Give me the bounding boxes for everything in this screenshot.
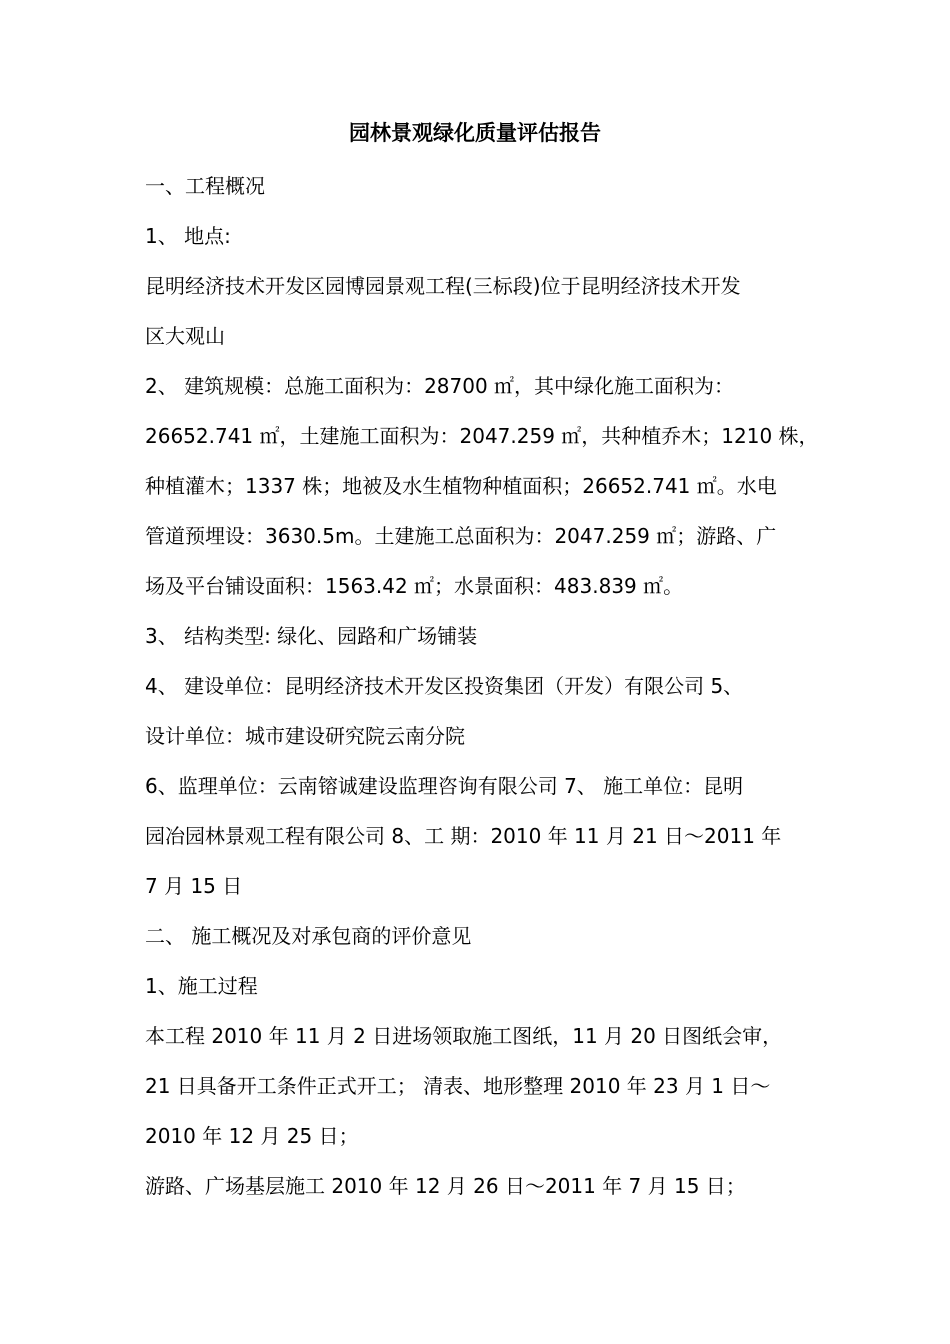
contractor-period-line: 园冶园林景观工程有限公司 8、工 期：2010 年 11 月 21 日～2011 年 [145, 824, 782, 848]
section-heading-project-overview: 一、工程概况 [145, 174, 265, 198]
process-text-line: 本工程 2010 年 11 月 2 日进场领取施工图纸，11 月 20 日图纸会审， [145, 1024, 783, 1048]
scale-text-line: 种植灌木；1337 株；地被及水生植物种植面积；26652.741 ㎡。水电 [145, 474, 777, 498]
scale-text-line: 26652.741 ㎡，土建施工面积为：2047.259 ㎡，共种植乔木；1210 株， [145, 424, 819, 448]
owner-unit-line: 4、 建设单位：昆明经济技术开发区投资集团（开发）有限公司 5、 [145, 674, 744, 698]
location-text-line: 区大观山 [145, 324, 225, 348]
item-location-label: 1、 地点: [145, 224, 231, 248]
process-text-line: 游路、广场基层施工 2010 年 12 月 26 日～2011 年 7 月 15 日； [145, 1174, 746, 1198]
scale-text-line: 场及平台铺设面积：1563.42 ㎡；水景面积：483.839 ㎡。 [145, 574, 684, 598]
document-title: 园林景观绿化质量评估报告 [349, 121, 601, 145]
supervision-unit-line: 6、监理单位：云南镕诚建设监理咨询有限公司 7、 施工单位：昆明 [145, 774, 744, 798]
scale-text-line: 管道预埋设：3630.5m。土建施工总面积为：2047.259 ㎡；游路、广 [145, 524, 777, 548]
design-unit-line: 设计单位：城市建设研究院云南分院 [145, 724, 465, 748]
structure-type-line: 3、 结构类型: 绿化、园路和广场铺装 [145, 624, 478, 648]
process-text-line: 2010 年 12 月 25 日； [145, 1124, 359, 1148]
section-heading-construction: 二、 施工概况及对承包商的评价意见 [145, 924, 472, 948]
item-construction-process-label: 1、施工过程 [145, 974, 258, 998]
process-text-line: 21 日具备开工条件正式开工； 清表、地形整理 2010 年 23 月 1 日～ [145, 1074, 771, 1098]
period-end-line: 7 月 15 日 [145, 874, 243, 898]
scale-text-line: 2、 建筑规模：总施工面积为：28700 ㎡，其中绿化施工面积为： [145, 374, 735, 398]
location-text-line: 昆明经济技术开发区园博园景观工程(三标段)位于昆明经济技术开发 [145, 274, 741, 298]
